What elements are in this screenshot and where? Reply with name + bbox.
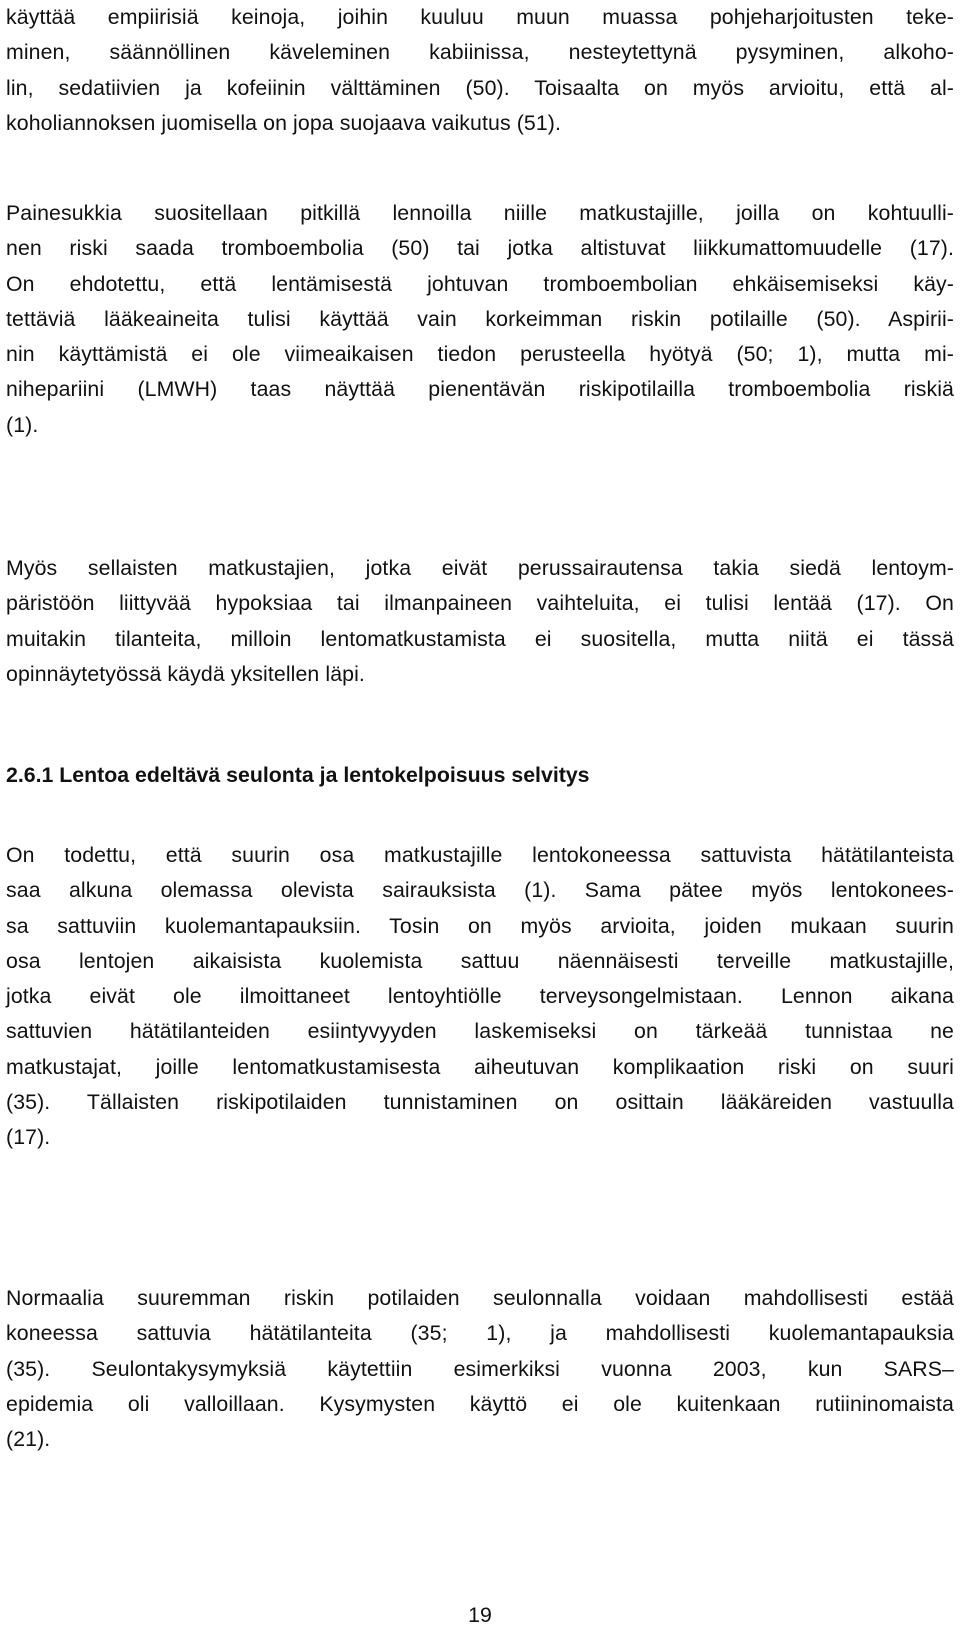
text-line: sa sattuviin kuolemantapauksiin. Tosin on myös arvioita, joiden mukaan suurin (6, 913, 954, 938)
text-line: (21). (6, 1427, 51, 1452)
section-heading: 2.6.1 Lentoa edeltävä seulonta ja lentokelpoisuus selvitys (6, 763, 590, 787)
paragraph-5 (6, 1281, 954, 1457)
text-line: Painesukkia suositellaan pitkillä lennoilla niille matkustajille, joilla on kohtuulli- (6, 201, 954, 225)
text-line: nihepariini (LMWH) taas näyttää pienentävän riskipotilailla tromboembolia riskiä (6, 377, 954, 402)
paragraph-3 (6, 551, 954, 692)
text-line: nin käyttämistä ei ole viimeaikaisen tiedon perusteella hyötyä (50; 1), mutta mi- (6, 342, 954, 367)
text-line: osa lentojen aikaisista kuolemista sattuu näennäisesti terveille matkustajille, (6, 948, 954, 973)
paragraph-4 (6, 838, 954, 1156)
paragraph-2 (6, 196, 954, 443)
text-line: matkustajat, joille lentomatkustamisesta aiheutuvan komplikaation riski on suuri (6, 1054, 954, 1079)
text-line: saa alkuna olemassa olevista sairauksista (1). Sama pätee myös lentokonees- (6, 878, 954, 903)
text-line: epidemia oli valloillaan. Kysymysten käyttö ei ole kuitenkaan rutiininomaista (6, 1391, 954, 1416)
text-line: On ehdotettu, että lentämisestä johtuvan tromboembolian ehkäisemiseksi käy- (6, 271, 954, 296)
text-line: (35). Seulontakysymyksiä käytettiin esimerkiksi vuonna 2003, kun SARS– (6, 1356, 954, 1381)
text-line: lin, sedatiivien ja kofeiinin välttäminen (50). Toisaalta on myös arvioitu, että al- (6, 75, 954, 100)
text-line: minen, säännöllinen käveleminen kabiinissa, nesteytettynä pysyminen, alkoho- (6, 40, 954, 65)
text-line: koholiannoksen juomisella on jopa suojaava vaikutus (51). (6, 110, 562, 135)
text-line: (1). (6, 412, 39, 437)
text-line: käyttää empiirisiä keinoja, joihin kuuluu muun muassa pohjeharjoitusten teke- (6, 5, 954, 29)
paragraph-1 (6, 0, 954, 141)
text-line: (35). Tällaisten riskipotilaiden tunnistaminen on osittain lääkäreiden vastuulla (6, 1090, 954, 1115)
text-line: koneessa sattuvia hätätilanteita (35; 1), ja mahdollisesti kuolemantapauksia (6, 1321, 954, 1346)
text-line: (17). (6, 1125, 51, 1150)
text-line: Myös sellaisten matkustajien, jotka eivät perussairautensa takia siedä lentoym- (6, 556, 954, 580)
text-line: jotka eivät ole ilmoittaneet lentoyhtiölle terveysongelmistaan. Lennon aikana (6, 984, 954, 1009)
text-line: nen riski saada tromboembolia (50) tai jotka altistuvat liikkumattomuudelle (17). (6, 236, 954, 261)
page-number: 19 (468, 1603, 492, 1627)
text-line: On todettu, että suurin osa matkustajille lentokoneessa sattuvista hätätilanteista (6, 843, 954, 867)
text-line: tettäviä lääkeaineita tulisi käyttää vain korkeimman riskin potilaille (50). Aspirii- (6, 306, 954, 331)
text-line: sattuvien hätätilanteiden esiintyvyyden laskemiseksi on tärkeää tunnistaa ne (6, 1019, 954, 1044)
text-line: opinnäytetyössä käydä yksitellen läpi. (6, 661, 365, 686)
text-line: päristöön liittyvää hypoksiaa tai ilmanpaineen vaihteluita, ei tulisi lentää (17). On (6, 591, 954, 616)
text-line: Normaalia suuremman riskin potilaiden seulonnalla voidaan mahdollisesti estää (6, 1286, 954, 1310)
text-line: muitakin tilanteita, milloin lentomatkustamista ei suositella, mutta niitä ei tässä (6, 626, 954, 651)
